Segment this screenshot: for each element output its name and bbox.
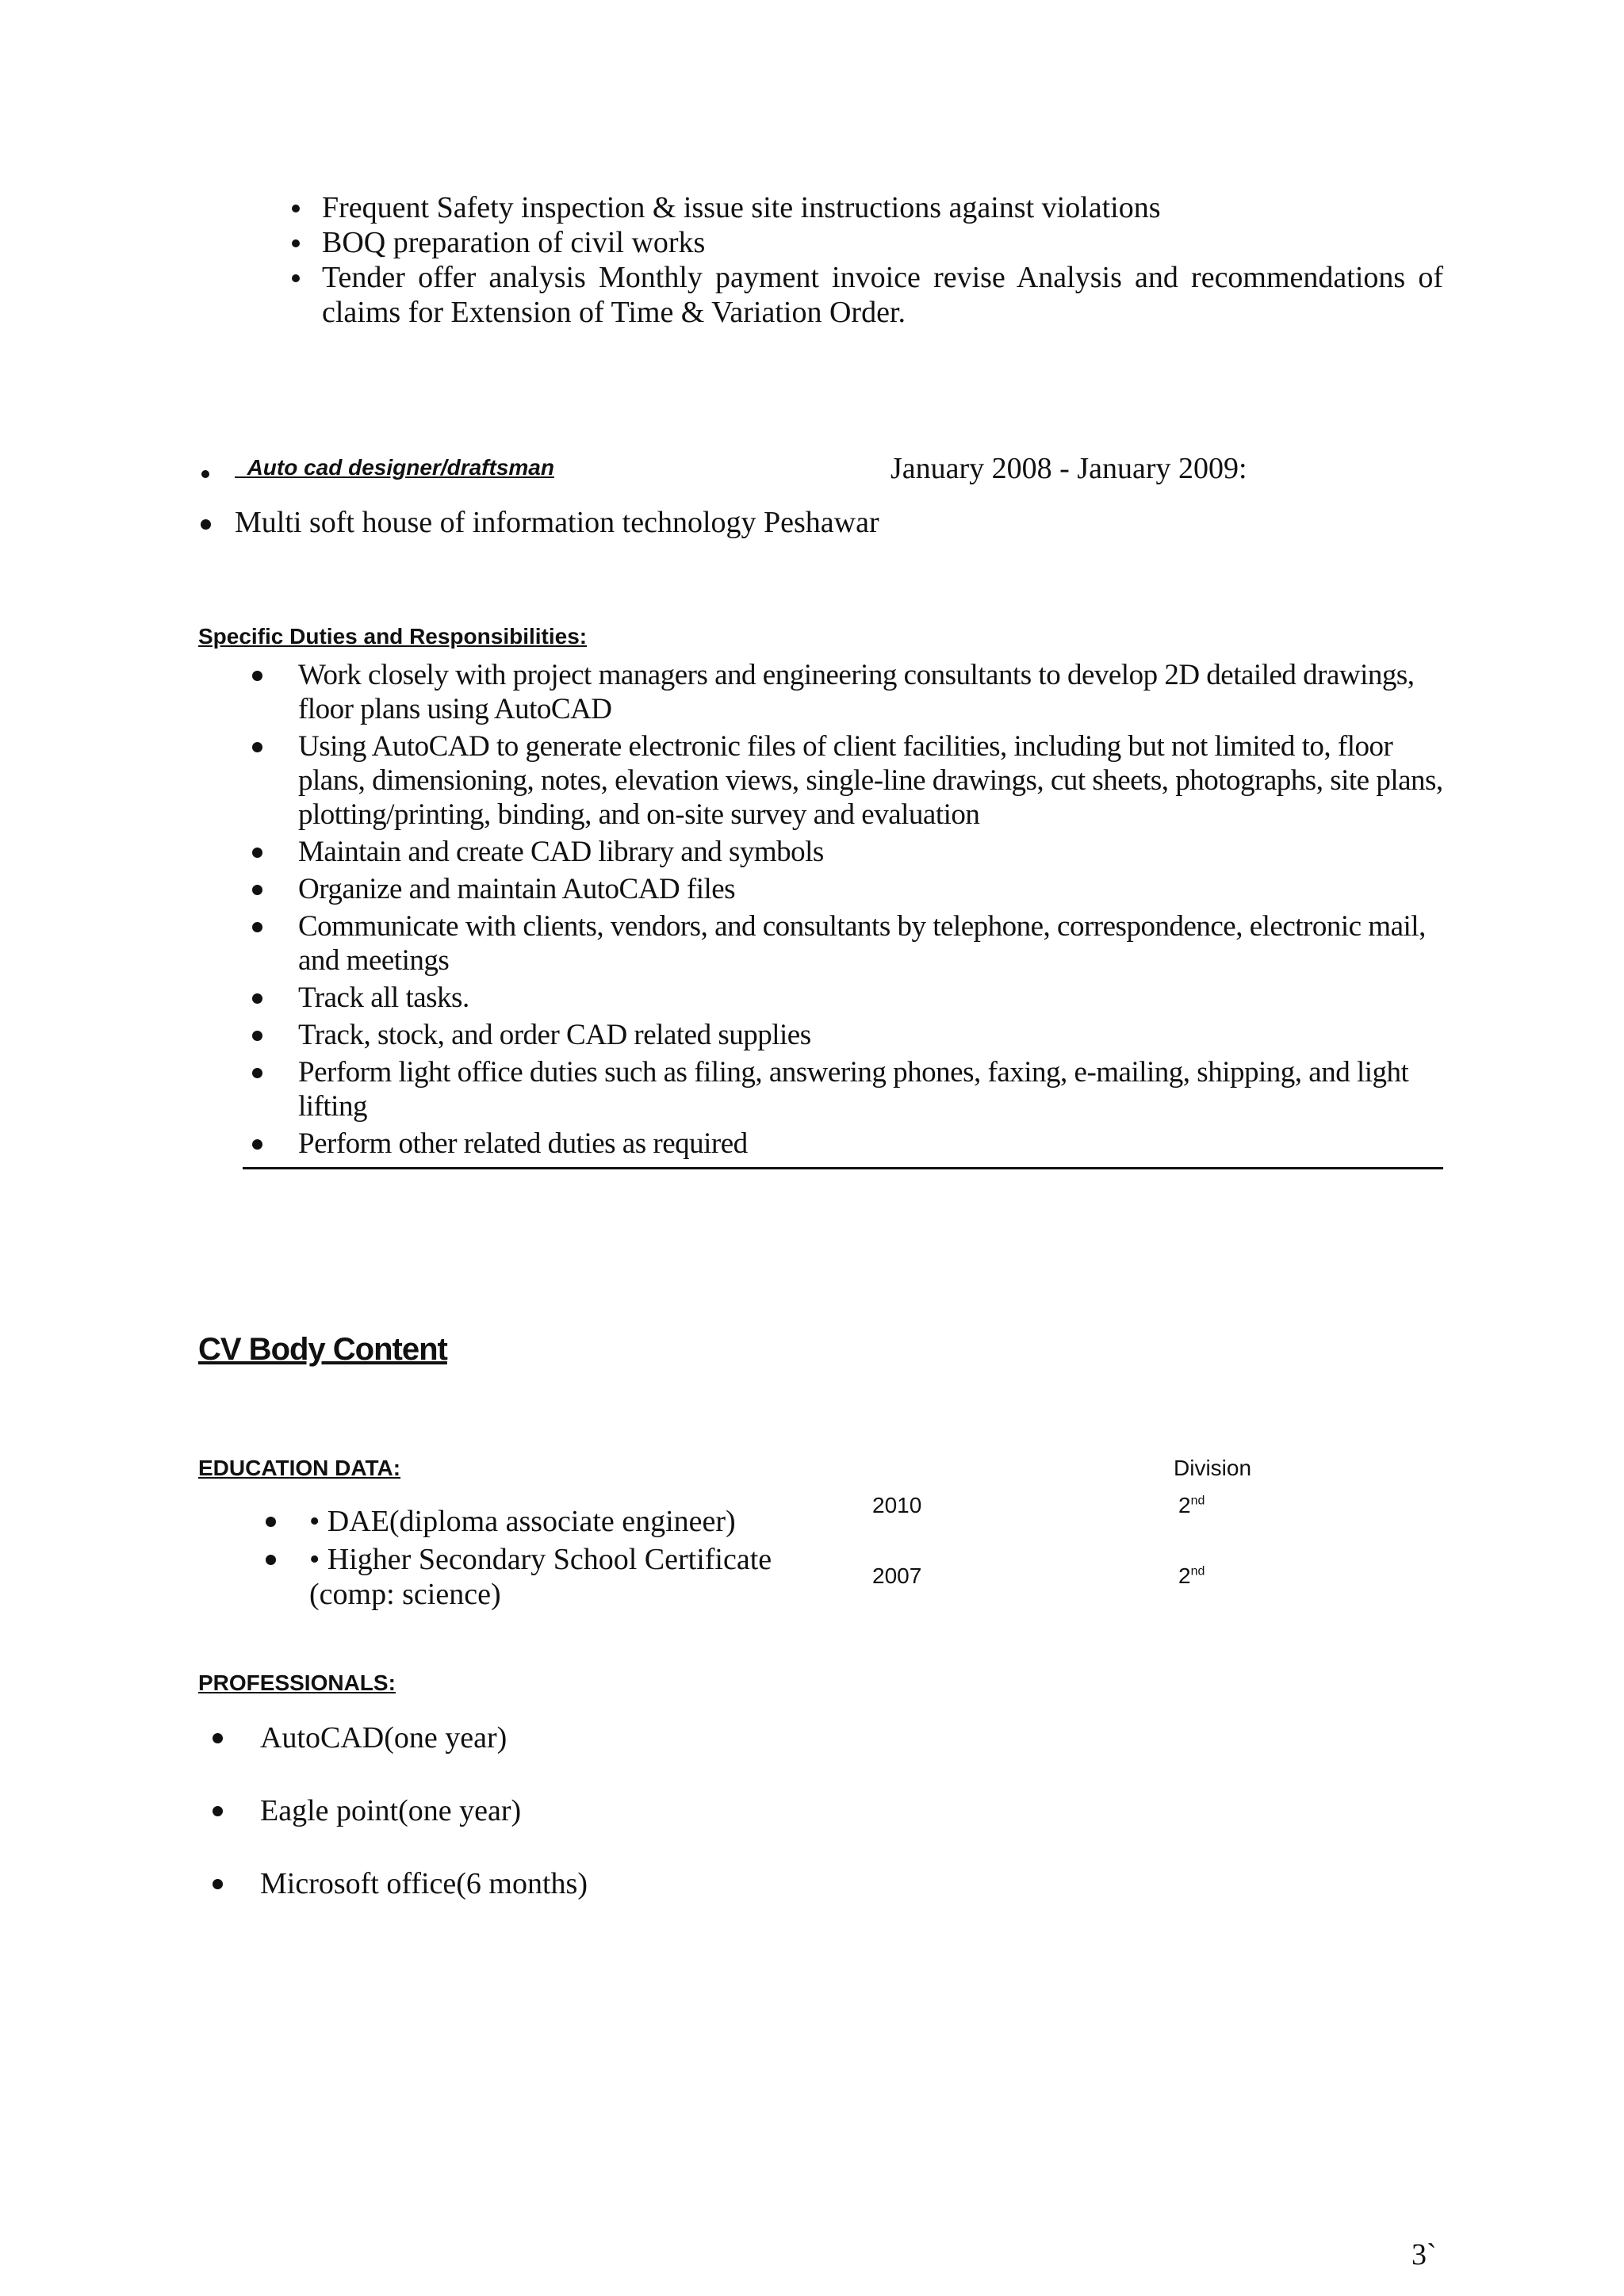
bullet-icon — [252, 1068, 262, 1078]
education-division: 2nd — [1178, 1563, 1205, 1588]
list-item: Using AutoCAD to generate electronic files of client facilities, including but not limited to, floor plans, dimensioning, notes, elevation views, single-line drawings, cut sheets, photographs, site plans, plotting/printing, binding, and on-site survey and evaluation — [238, 729, 1443, 832]
bullet-icon — [213, 1879, 223, 1889]
bullet-icon — [266, 1555, 276, 1565]
duties-heading: Specific Duties and Responsibilities: — [198, 624, 588, 649]
job-title: Auto cad designer/draftsman — [247, 455, 554, 480]
bullet-icon — [266, 1517, 276, 1527]
list-item: Tender offer analysis Monthly payment invoice revise Analysis and recommendations of claims for Extension of Time & Variation Order. — [270, 260, 1443, 330]
list-item: Eagle point(one year) — [206, 1793, 588, 1866]
list-item: Track, stock, and order CAD related supplies — [238, 1018, 1443, 1052]
list-item: Work closely with project managers and engineering consultants to develop 2D detailed drawings, floor plans using AutoCAD — [238, 658, 1443, 726]
bullet-icon — [252, 848, 262, 858]
company-name: Multi soft house of information technology Peshawar — [235, 506, 879, 539]
bullet-icon — [213, 1806, 223, 1816]
bullet-icon — [252, 885, 262, 895]
cv-body-heading: CV Body Content — [198, 1332, 447, 1367]
job-dates: January 2008 - January 2009: — [891, 452, 1247, 485]
list-item: • Higher Secondary School Certificate (comp: science) — [254, 1542, 856, 1612]
section-divider — [243, 1167, 1443, 1169]
division-column-header: Division — [1174, 1456, 1252, 1480]
bullet-icon — [252, 993, 262, 1004]
bullet-icon — [252, 742, 262, 752]
education-year: 2007 — [872, 1563, 922, 1588]
list-item: Communicate with clients, vendors, and consultants by telephone, correspondence, electronic mail, and meetings — [238, 909, 1443, 978]
education-division: 2nd — [1178, 1493, 1205, 1517]
list-item: Perform light office duties such as filing, answering phones, faxing, e-mailing, shipping, and light lifting — [238, 1055, 1443, 1123]
bullet-icon — [252, 1139, 262, 1150]
list-item: Track all tasks. — [238, 981, 1443, 1015]
bullet-icon — [201, 470, 209, 478]
list-item: BOQ preparation of civil works — [270, 225, 1443, 260]
bullet-icon — [201, 519, 211, 530]
bullet-icon — [252, 671, 262, 681]
list-item: Maintain and create CAD library and symbols — [238, 835, 1443, 869]
top-bullet-list — [270, 190, 1443, 330]
duties-list — [238, 658, 1443, 1164]
professionals-list — [206, 1720, 588, 1939]
list-item: Organize and maintain AutoCAD files — [238, 872, 1443, 906]
bullet-icon — [252, 1031, 262, 1041]
list-item: • DAE(diploma associate engineer) — [254, 1504, 856, 1539]
education-year: 2010 — [872, 1493, 922, 1517]
bullet-icon — [213, 1733, 223, 1743]
list-item: Frequent Safety inspection & issue site instructions against violations — [270, 190, 1443, 225]
education-list — [254, 1504, 856, 1615]
bullet-icon — [292, 239, 300, 247]
bullet-icon — [292, 274, 300, 282]
bullet-icon — [292, 205, 300, 212]
bullet-icon — [252, 922, 262, 932]
education-heading: EDUCATION DATA: — [198, 1456, 401, 1480]
list-item: Perform other related duties as required — [238, 1127, 1443, 1161]
page-number: 3` — [1411, 2238, 1437, 2271]
professionals-heading: PROFESSIONALS: — [198, 1670, 396, 1695]
list-item: AutoCAD(one year) — [206, 1720, 588, 1793]
list-item: Microsoft office(6 months) — [206, 1866, 588, 1939]
